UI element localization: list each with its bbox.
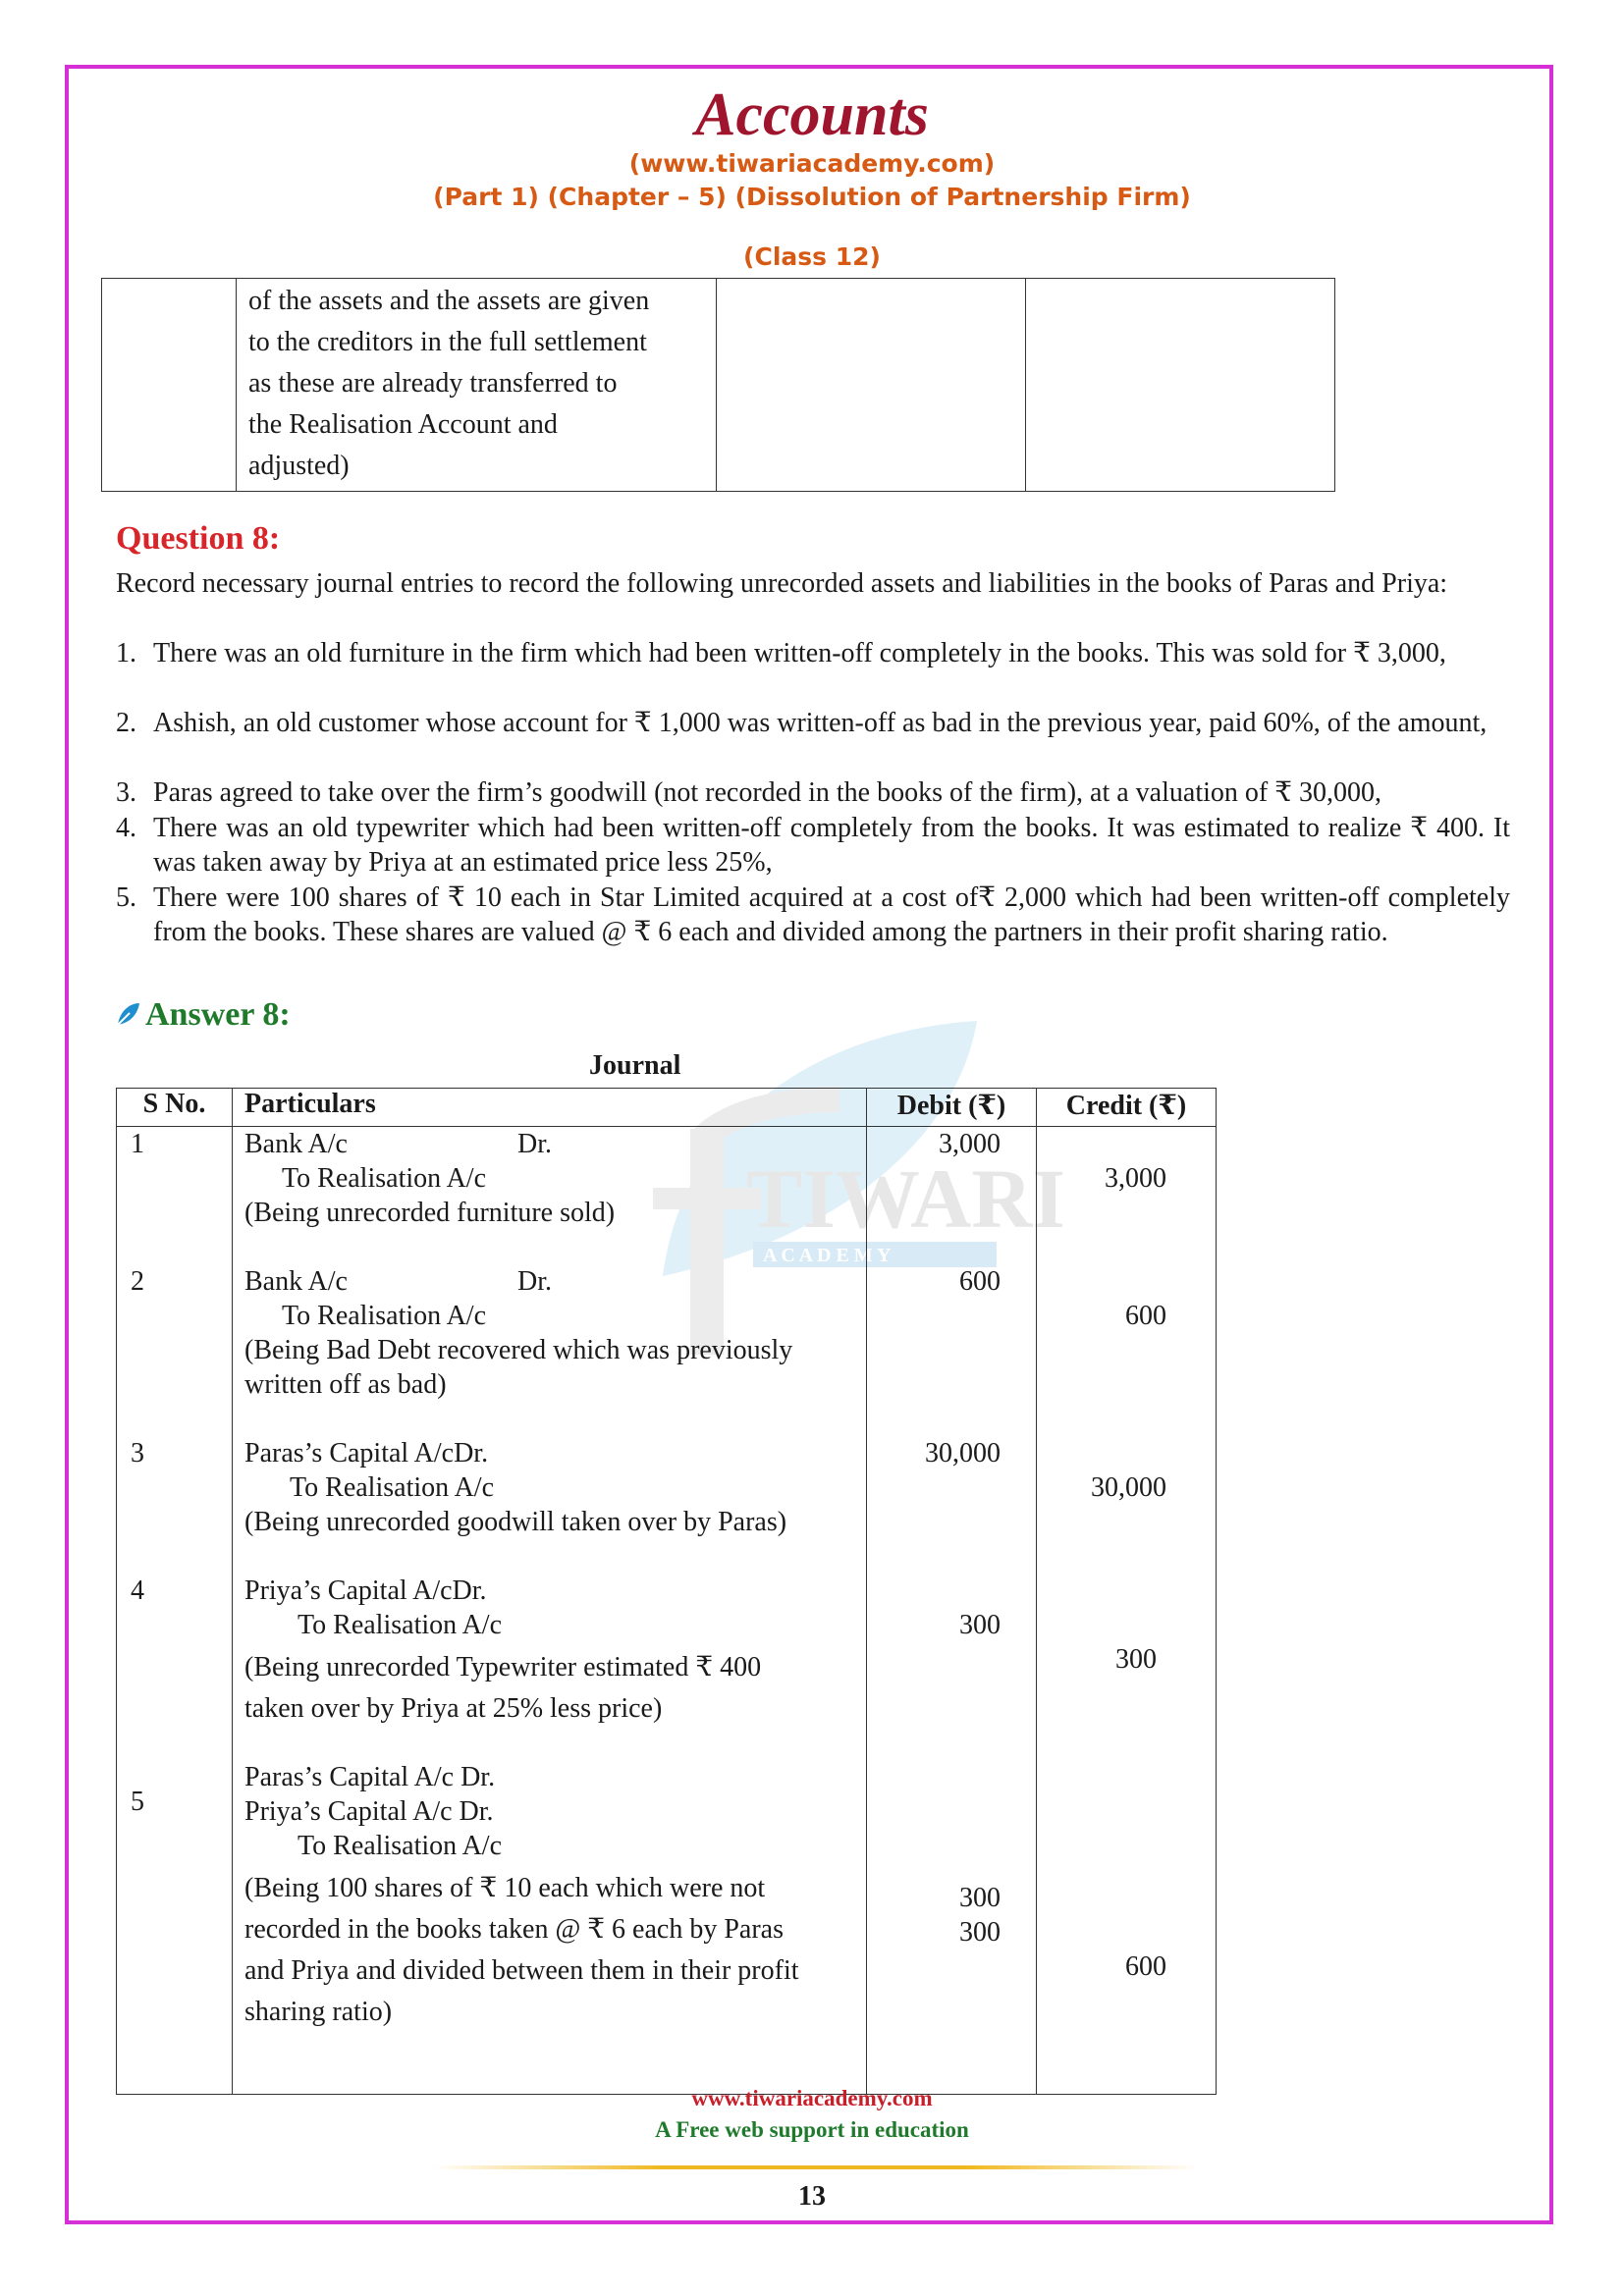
page-title: Accounts <box>695 81 929 148</box>
page-number: 13 <box>798 2181 826 2212</box>
item-text: There was an old furniture in the firm which had been written-off completely in the books. This was sold for ₹ 3,000, <box>153 638 1446 668</box>
particulars-narration: and Priya and divided between them in their profit <box>244 1955 799 1986</box>
particulars-narration: recorded in the books taken @ ₹ 6 each by Paras <box>244 1914 784 1945</box>
particulars-line: Priya’s Capital A/cDr. <box>244 1575 487 1606</box>
credit-amount: 600 <box>1125 1951 1166 1982</box>
debit-amount: 3,000 <box>939 1129 1001 1159</box>
item-number: 4. <box>116 813 136 843</box>
credit-amount: 600 <box>1125 1301 1166 1331</box>
footer-divider <box>432 2165 1198 2169</box>
continued-line: the Realisation Account and <box>248 409 558 440</box>
debit-amount: 300 <box>959 1917 1001 1948</box>
particulars-line: Bank A/c <box>244 1129 348 1159</box>
item-text: There was an old typewriter which had been written-off completely from the books. It was estimated to realize ₹ 400. It was taken away by Priya at an estimated price less 25%, <box>153 813 1510 878</box>
particulars-line: To Realisation A/c <box>298 1831 503 1861</box>
item-number: 5. <box>116 882 136 913</box>
particulars-line: Paras’s Capital A/c Dr. <box>244 1762 496 1792</box>
particulars-narration: (Being unrecorded furniture sold) <box>244 1198 616 1228</box>
credit-amount: 3,000 <box>1105 1163 1166 1194</box>
continued-cell-debit <box>717 279 1026 492</box>
col-header-debit: Debit (₹) <box>867 1089 1037 1127</box>
credit-amount: 300 <box>1115 1644 1157 1675</box>
item-number: 2. <box>116 708 136 738</box>
debit-column <box>867 1127 1037 2095</box>
credit-amount: 30,000 <box>1091 1472 1166 1503</box>
particulars-line: Bank A/c <box>244 1266 348 1297</box>
credit-column <box>1037 1127 1217 2095</box>
debit-amount: 300 <box>959 1883 1001 1913</box>
particulars-narration: (Being 100 shares of ₹ 10 each which were not <box>244 1873 766 1903</box>
particulars-narration: (Being unrecorded goodwill taken over by Paras) <box>244 1507 787 1537</box>
watermark-subtext: A C A D E M Y <box>763 1245 892 1266</box>
entry-sno: 4 <box>131 1575 144 1606</box>
continued-cell-particulars <box>237 279 717 492</box>
particulars-narration: sharing ratio) <box>244 1997 393 2027</box>
entry-sno: 2 <box>131 1266 144 1297</box>
continued-line: of the assets and the assets are given <box>248 286 650 316</box>
debit-amount: 300 <box>959 1610 1001 1640</box>
sno-column <box>117 1127 233 2095</box>
item-number: 1. <box>116 638 136 668</box>
particulars-line: To Realisation A/c <box>282 1163 487 1194</box>
entry-sno: 3 <box>131 1438 144 1468</box>
particulars-line: To Realisation A/c <box>282 1301 487 1331</box>
particulars-line: Priya’s Capital A/c Dr. <box>244 1796 494 1827</box>
question-intro: Record necessary journal entries to record the following unrecorded assets and liabilities in the books of Paras and Priya: <box>116 568 1448 599</box>
continued-cell-credit <box>1026 279 1335 492</box>
particulars-dr: Dr. <box>517 1129 552 1159</box>
header-website[interactable]: (www.tiwariacademy.com) <box>628 149 996 178</box>
particulars-narration: written off as bad) <box>244 1369 447 1400</box>
footer-tagline: A Free web support in education <box>655 2117 969 2142</box>
item-text: There were 100 shares of ₹ 10 each in Star Limited acquired at a cost of₹ 2,000 which had been written-off completely from the books. These shares are valued @ ₹ 6 each and divided among the partners in their profit sharing ratio. <box>153 882 1510 947</box>
continued-cell-sno <box>102 279 237 492</box>
col-header-sno: S No. <box>117 1089 233 1127</box>
particulars-dr: Dr. <box>517 1266 552 1297</box>
col-header-credit: Credit (₹) <box>1037 1089 1217 1127</box>
journal-table <box>116 1088 1217 2095</box>
particulars-column <box>233 1127 867 2095</box>
particulars-narration: (Being unrecorded Typewriter estimated ₹ 400 <box>244 1652 762 1682</box>
entry-sno: 5 <box>131 1787 144 1817</box>
continued-line: to the creditors in the full settlement <box>248 327 647 357</box>
debit-amount: 600 <box>959 1266 1001 1297</box>
continued-table <box>101 278 1335 492</box>
watermark-text: TIWARI <box>746 1151 1065 1246</box>
particulars-narration: (Being Bad Debt recovered which was previously <box>244 1335 793 1365</box>
header-chapter: (Part 1) (Chapter – 5) (Dissolution of Partnership Firm) <box>433 183 1191 211</box>
footer-website[interactable]: www.tiwariacademy.com <box>691 2086 933 2110</box>
continued-line: adjusted) <box>248 451 350 481</box>
entry-sno: 1 <box>131 1129 144 1159</box>
continued-line: as these are already transferred to <box>248 368 618 399</box>
header-class: (Class 12) <box>743 242 881 271</box>
question-heading: Question 8: <box>116 520 281 557</box>
particulars-line: To Realisation A/c <box>298 1610 503 1640</box>
item-number: 3. <box>116 777 136 808</box>
particulars-line: To Realisation A/c <box>290 1472 495 1503</box>
journal-title: Journal <box>589 1050 681 1081</box>
debit-amount: 30,000 <box>925 1438 1001 1468</box>
particulars-narration: taken over by Priya at 25% less price) <box>244 1693 663 1724</box>
item-text: Ashish, an old customer whose account for ₹ 1,000 was written-off as bad in the previous year, paid 60%, of the amount, <box>153 708 1488 738</box>
col-header-particulars: Particulars <box>233 1089 867 1127</box>
leaf-logo-icon <box>116 1001 141 1029</box>
particulars-line: Paras’s Capital A/cDr. <box>244 1438 489 1468</box>
item-text: Paras agreed to take over the firm’s goodwill (not recorded in the books of the firm), at a valuation of ₹ 30,000, <box>153 777 1382 808</box>
answer-heading: Answer 8: <box>145 996 291 1033</box>
